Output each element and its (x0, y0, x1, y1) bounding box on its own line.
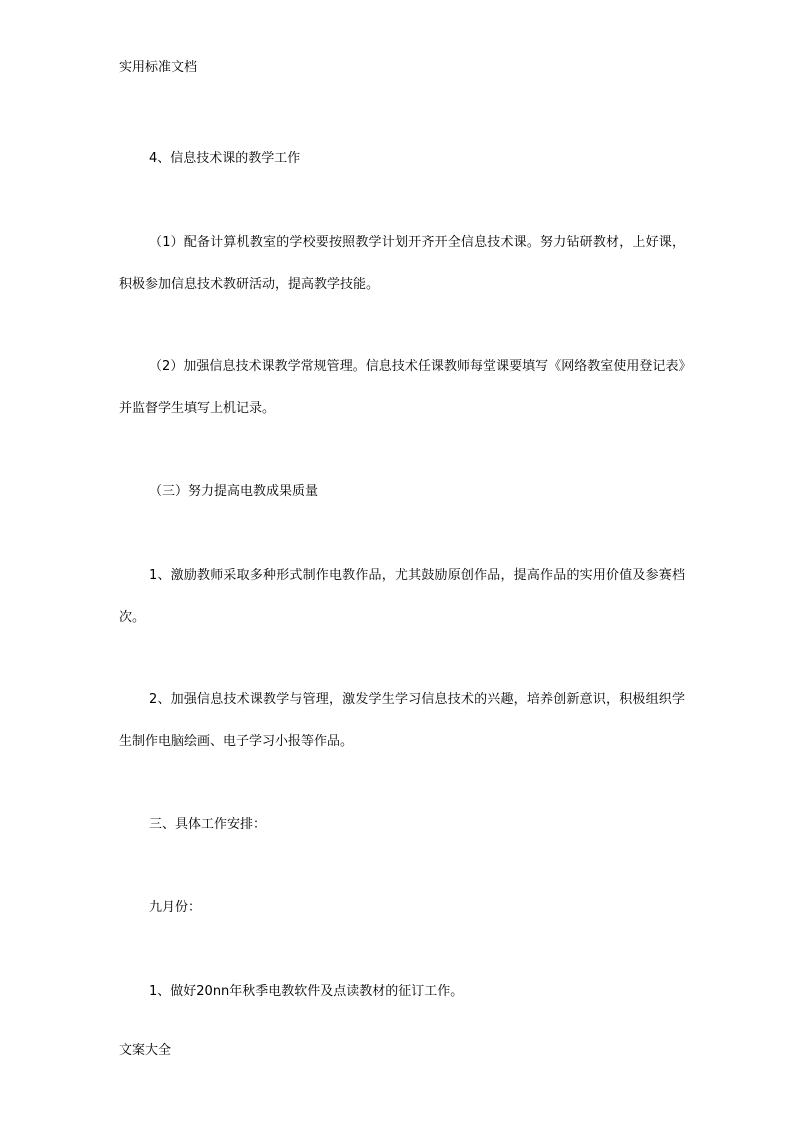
paragraph-september-1: 1、做好20nn年秋季电教软件及点读教材的征订工作。 (149, 984, 464, 999)
section-heading-improve-quality: （三）努力提高电教成果质量 (149, 484, 319, 499)
page-footer: 文案大全 (119, 1043, 172, 1058)
paragraph-it-course-1: （1）配备计算机教室的学校要按照教学计划开齐开全信息技术课。努力钻研教材，上好课，积极参加信息技术教研活动，提高教学技能。 (119, 235, 685, 292)
paragraph-quality-1: 1、激励教师采取多种形式制作电教作品，尤其鼓励原创作品，提高作品的实用价值及参赛档次。 (119, 568, 685, 625)
paragraph-it-course-2: （2）加强信息技术课教学常规管理。信息技术任课教师每堂课要填写《网络教室使用登记表》并监督学生填写上机记录。 (119, 359, 685, 416)
section-heading-it-teaching: 4、信息技术课的教学工作 (149, 151, 301, 166)
section-heading-work-schedule: 三、具体工作安排： (149, 817, 267, 832)
paragraph-quality-2: 2、加强信息技术课教学与管理，激发学生学习信息技术的兴趣，培养创新意识，积极组织学生制作电脑绘画、电子学习小报等作品。 (119, 692, 685, 749)
page-header: 实用标准文档 (119, 60, 198, 75)
month-heading-september: 九月份： (149, 900, 202, 915)
